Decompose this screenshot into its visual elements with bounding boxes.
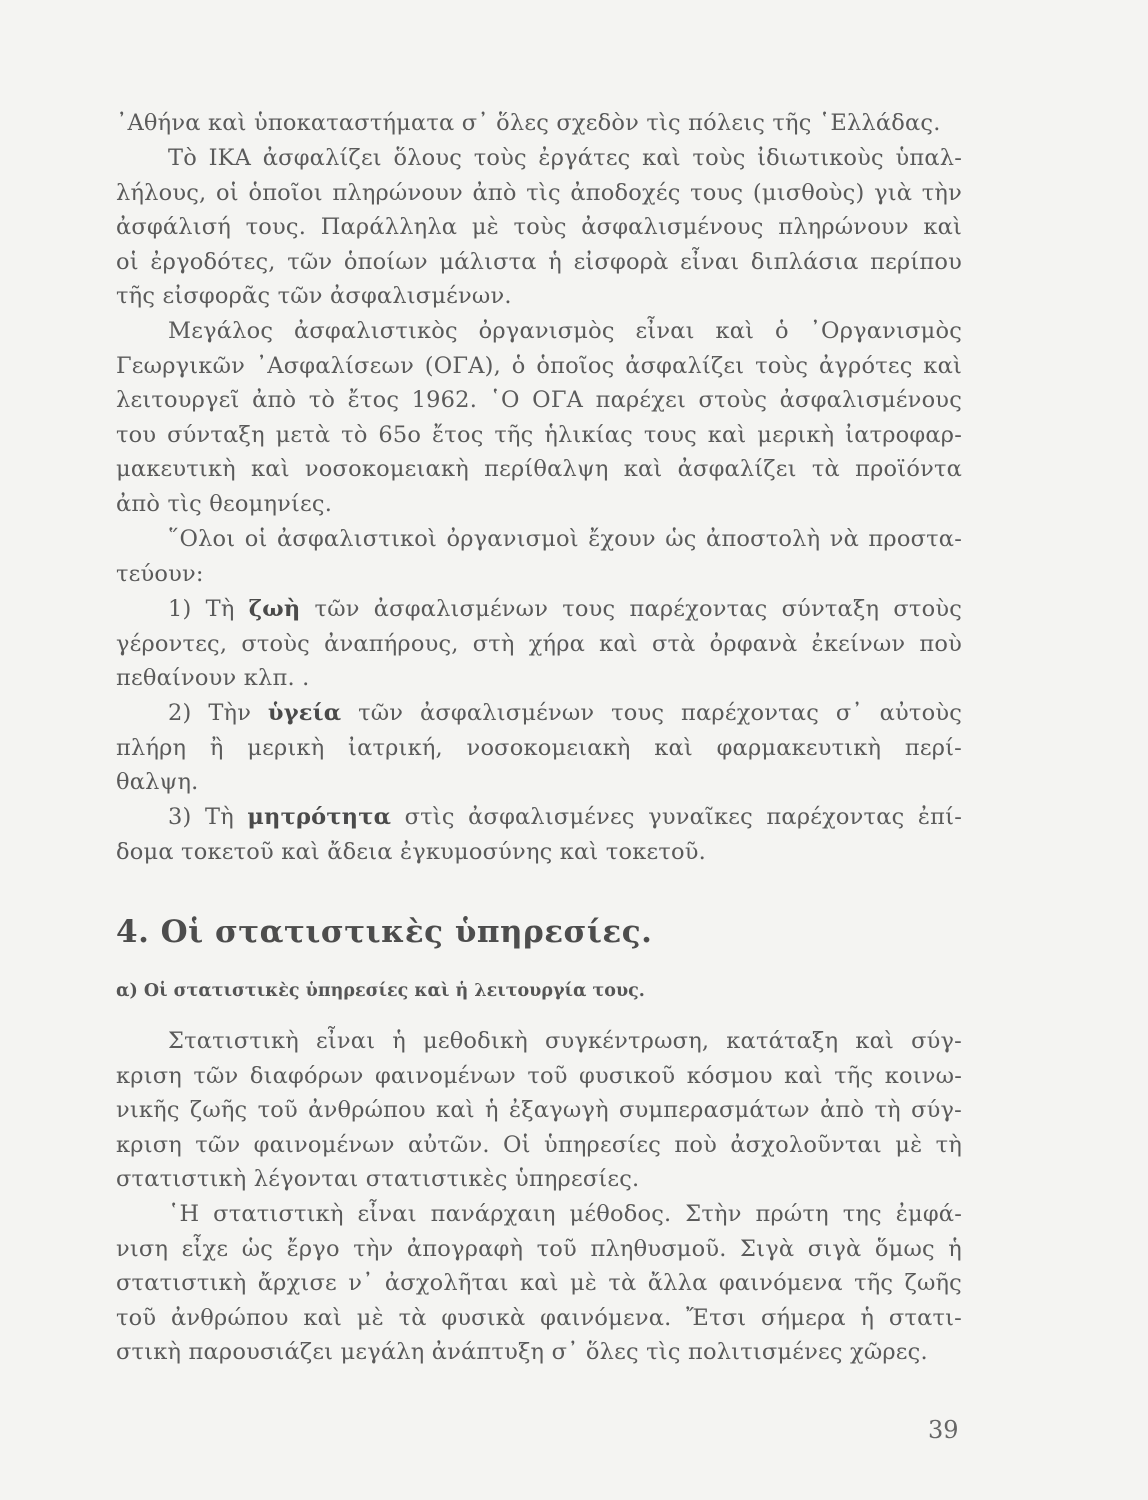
text-line: τεύουν: <box>116 560 204 587</box>
text-line: Τὸ ΙΚΑ ἀσφαλίζει ὅλους τοὺς ἐργάτες καὶ τοὺς ἰδιωτικοὺς ὑπαλ- <box>168 145 962 171</box>
text-line: λήλους, οἱ ὁποῖοι πληρώνουν ἀπὸ τὶς ἀποδοχές τους (μισθοὺς) γιὰ τὴν <box>116 179 962 206</box>
text-line <box>116 592 962 627</box>
text-line: δομα τοκετοῦ καὶ ἄδεια ἐγκυμοσύνης καὶ τοκετοῦ. <box>116 838 706 865</box>
text-line: ᾿Αθήνα καὶ ὑποκαταστήματα σ᾿ ὅλες σχεδὸν τὶς πόλεις τῆς ῾Ελλάδας. <box>116 110 941 136</box>
text-line: ῾Η στατιστικὴ εἶναι πανάρχαιη μέθοδος. Στὴν πρώτη της ἐμφά- <box>168 1201 962 1227</box>
text-line: κριση τῶν φαινομένων αὐτῶν. Οἱ ὑπηρεσίες ποὺ ἀσχολοῦνται μὲ τὴ <box>116 1131 962 1158</box>
item-number-text: 2) Τὴν <box>168 700 268 726</box>
text-line: τῆς εἰσφορᾶς τῶν ἀσφαλισμένων. <box>116 283 512 310</box>
item-number-text: 1) Τὴ <box>168 596 249 622</box>
text-line: Γεωργικῶν ᾿Ασφαλίσεων (ΟΓΑ), ὁ ὁποῖος ἀσφαλίζει τοὺς ἀγρότες καὶ <box>116 352 962 379</box>
text-line: γέροντες, στοὺς ἀναπήρους, στὴ χήρα καὶ στὰ ὀρφανὰ ἐκείνων ποὺ <box>116 630 962 657</box>
text-line: Μεγάλος ἀσφαλιστικὸς ὀργανισμὸς εἶναι καὶ ὁ ᾿Οργανισμὸς <box>168 318 962 344</box>
subsection-title: α) Οἱ στατιστικὲς ὑπηρεσίες καὶ ἡ λειτουργία τους. <box>116 981 645 1001</box>
item-text: στὶς ἀσφαλισμένες γυναῖκες παρέχοντας ἐπί- <box>391 804 962 830</box>
paragraph-oga <box>116 314 962 522</box>
paragraph-ika <box>116 141 962 314</box>
text-line: νιση εἶχε ὡς ἔργο τὴν ἀπογραφὴ τοῦ πληθυσμοῦ. Σιγὰ σιγὰ ὅμως ἡ <box>116 1235 962 1262</box>
text-line: πλήρη ἢ μερικὴ ἰατρική, νοσοκομειακὴ καὶ φαρμακευτικὴ περί- <box>116 734 962 761</box>
keyword-life: ζωὴ <box>248 596 301 622</box>
text-line <box>116 800 962 835</box>
text-line: ἀπὸ τὶς θεομηνίες. <box>116 490 333 517</box>
text-line: στατιστικὴ λέγονται στατιστικὲς ὑπηρεσίες. <box>116 1166 640 1193</box>
text-line: τοῦ ἀνθρώπου καὶ μὲ τὰ φυσικὰ φαινόμενα. Ἔτσι σήμερα ἡ στατι- <box>116 1304 962 1331</box>
text-line: λειτουργεῖ ἀπὸ τὸ ἔτος 1962. ῾Ο ΟΓΑ παρέχει στοὺς ἀσφαλισμένους <box>116 387 962 414</box>
item-number-text: 3) Τὴ <box>168 804 248 830</box>
text-line: Στατιστικὴ εἶναι ἡ μεθοδικὴ συγκέντρωση, κατάταξη καὶ σύγ- <box>168 1028 962 1054</box>
list-item-maternity <box>116 800 962 869</box>
text-line: κριση τῶν διαφόρων φαινομένων τοῦ φυσικοῦ κόσμου καὶ τῆς κοινω- <box>116 1062 962 1089</box>
continuation-line <box>116 106 962 141</box>
keyword-maternity: μητρότητα <box>247 804 392 830</box>
item-text: τῶν ἀσφαλισμένων τους παρέχοντας σ᾿ αὐτοὺς <box>341 700 962 726</box>
text-line: θαλψη. <box>116 769 199 796</box>
keyword-health: ὑγεία <box>267 700 342 726</box>
page-number: 39 <box>928 1416 959 1444</box>
list-item-health <box>116 696 962 800</box>
section-title: 4. Οἱ στατιστικὲς ὑπηρεσίες. <box>116 914 653 950</box>
text-line: οἱ ἐργοδότες, τῶν ὁποίων μάλιστα ἡ εἰσφορὰ εἶναι διπλάσια περίπου <box>116 248 962 275</box>
text-line: μακευτικὴ καὶ νοσοκομειακὴ περίθαλψη καὶ ἀσφαλίζει τὰ προϊόντα <box>116 456 962 483</box>
text-line: του σύνταξη μετὰ τὸ 65ο ἔτος τῆς ἡλικίας τους καὶ μερικὴ ἰατροφαρ- <box>116 421 962 448</box>
text-line <box>116 696 962 731</box>
text-line: στατιστικὴ ἄρχισε ν᾿ ἀσχολῆται καὶ μὲ τὰ ἄλλα φαινόμενα τῆς ζωῆς <box>116 1270 962 1297</box>
list-item-life <box>116 592 962 696</box>
paragraph-statistics-definition <box>116 1024 962 1197</box>
item-text: τῶν ἀσφαλισμένων τους παρέχοντας σύνταξη στοὺς <box>300 596 962 622</box>
text-line: νικῆς ζωῆς τοῦ ἀνθρώπου καὶ ἡ ἐξαγωγὴ συμπερασμάτων ἀπὸ τὴ σύγ- <box>116 1097 962 1124</box>
paragraph-statistics-history <box>116 1197 962 1370</box>
text-line: στικὴ παρουσιάζει μεγάλη ἀνάπτυξη σ᾿ ὅλες τὶς πολιτισμένες χῶρες. <box>116 1339 928 1366</box>
text-line: πεθαίνουν κλπ. . <box>116 665 310 692</box>
text-line: ἀσφάλισή τους. Παράλληλα μὲ τοὺς ἀσφαλισμένους πληρώνουν καὶ <box>116 214 962 241</box>
text-line: ῞Ολοι οἱ ἀσφαλιστικοὶ ὀργανισμοὶ ἔχουν ὡς ἀποστολὴ νὰ προστα- <box>168 526 962 552</box>
paragraph-mission <box>116 522 962 591</box>
